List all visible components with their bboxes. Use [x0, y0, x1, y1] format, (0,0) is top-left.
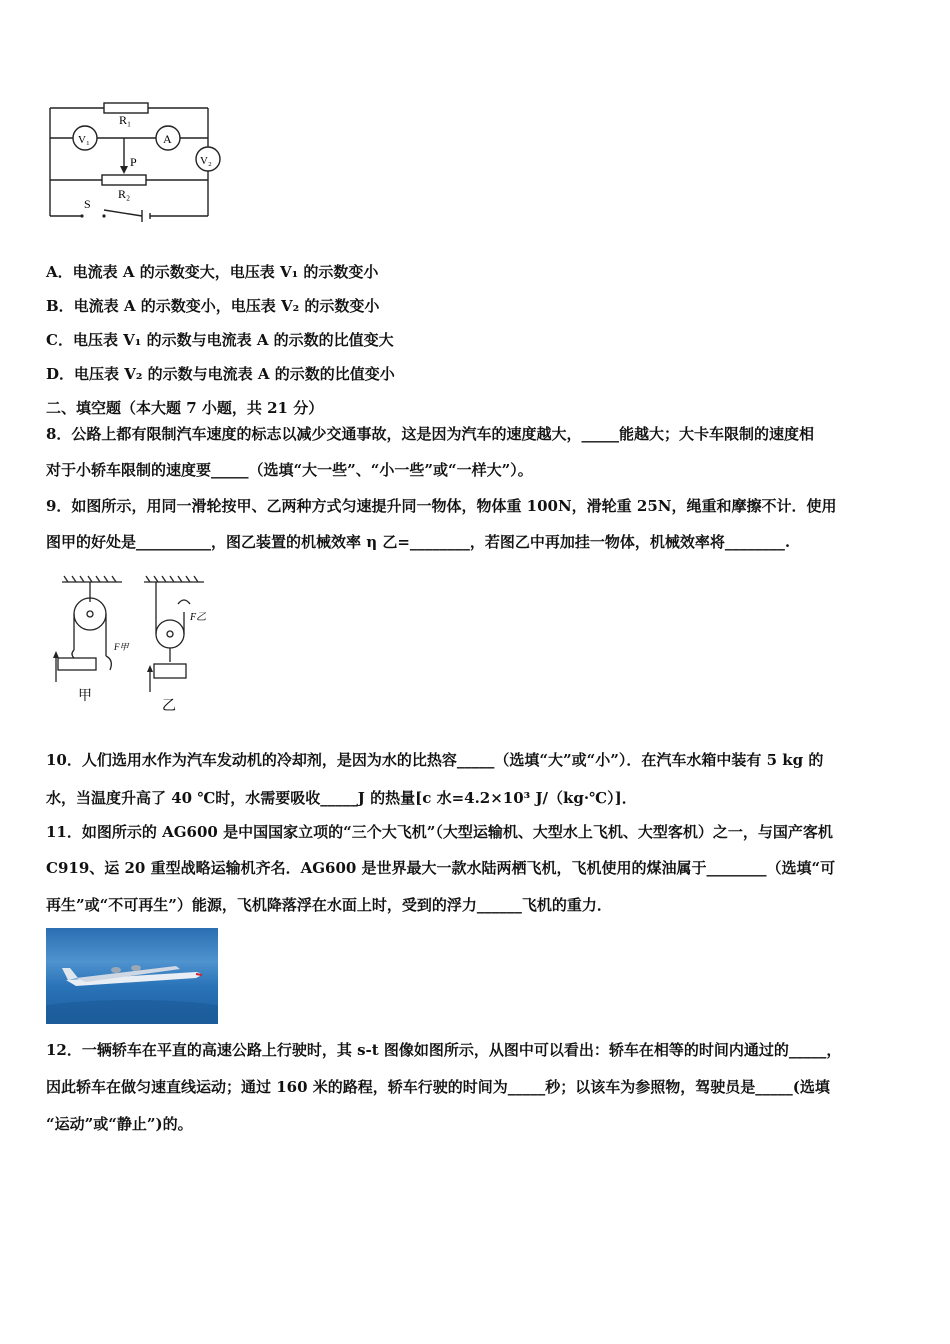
q8-line2: 对于小轿车限制的速度要_____（选填“大一些”、“小一些”或“一样大”）。 [46, 461, 533, 479]
pulley-yi-wheel [156, 620, 184, 648]
force-yi-label: F乙 [190, 612, 207, 623]
option-c: C．电压表 V₁ 的示数与电流表 A 的示数的比值变大 [46, 331, 394, 349]
q10-line1: 10．人们选用水作为汽车发动机的冷却剂，是因为水的比热容_____（选填“大”或“小”）．在汽车水箱中装有 5 kg 的 [46, 751, 824, 769]
label-jia: 甲 [78, 687, 92, 703]
resistor-r1 [104, 103, 148, 113]
q11-line3: 再生”或“不可再生”）能源，飞机降落浮在水面上时，受到的浮力______飞机的重力． [46, 896, 612, 914]
option-a: A．电流表 A 的示数变大，电压表 V₁ 的示数变小 [46, 263, 379, 281]
circuit-diagram [44, 100, 224, 225]
option-d: D．电压表 V₂ 的示数与电流表 A 的示数的比值变小 [46, 365, 395, 383]
option-b: B．电流表 A 的示数变小，电压表 V₂ 的示数变小 [46, 297, 380, 315]
q12-line1: 12．一辆轿车在平直的高速公路上行驶时，其 s-t 图像如图所示，从图中可以看出：轿车在相等的时间内通过的_____， [46, 1041, 842, 1059]
q10-line2: 水，当温度升高了 40 ℃时，水需要吸收_____J 的热量[c 水=4.2×10³ J/（kg·℃）]． [46, 789, 637, 807]
q8-line1: 8．公路上都有限制汽车速度的标志以减少交通事故，这是因为汽车的速度越大，_____能越大；大卡车限制的速度相 [46, 425, 814, 443]
label-v2: V₂ [200, 155, 212, 167]
section-title: 二、填空题（本大题 7 小题，共 21 分） [46, 399, 324, 417]
q12-line3: “运动”或“静止”)的。 [46, 1115, 193, 1133]
label-r1: R₁ [119, 113, 132, 127]
q11-line1: 11．如图所示的 AG600 是中国国家立项的“三个大飞机”（大型运输机、大型水上飞机、大型客机）之一，与国产客机 [46, 823, 833, 841]
pulley-jia-wheel [74, 598, 106, 630]
pulley-diagram [44, 572, 224, 714]
ag600-photo [46, 928, 218, 1024]
q11-line2: C919、运 20 重型战略运输机齐名．AG600 是世界最大一款水陆两栖飞机，飞机使用的煤油属于________（选填“可 [46, 859, 836, 877]
slider-p-arrow [120, 166, 128, 174]
resistor-r2 [102, 175, 146, 185]
label-v1: V₁ [78, 134, 90, 146]
q9-line1: 9．如图所示，用同一滑轮按甲、乙两种方式匀速提升同一物体，物体重 100N，滑轮重 25N，绳重和摩擦不计．使用 [46, 497, 837, 515]
force-jia-label: F甲 [114, 642, 129, 652]
load-yi [154, 664, 186, 678]
q9-line2: 图甲的好处是__________，图乙装置的机械效率 η 乙=________，若图乙中再加挂一物体，机械效率将________. [46, 533, 791, 551]
label-yi: 乙 [162, 697, 176, 713]
label-r2: R₂ [118, 187, 131, 201]
label-a: A [163, 132, 172, 146]
q12-line2: 因此轿车在做匀速直线运动；通过 160 米的路程，轿车行驶的时间为_____秒；以该车为参照物，驾驶员是_____(选填 [46, 1078, 830, 1096]
label-s: S [84, 197, 91, 211]
load-jia [58, 658, 96, 670]
label-p: P [130, 155, 137, 169]
